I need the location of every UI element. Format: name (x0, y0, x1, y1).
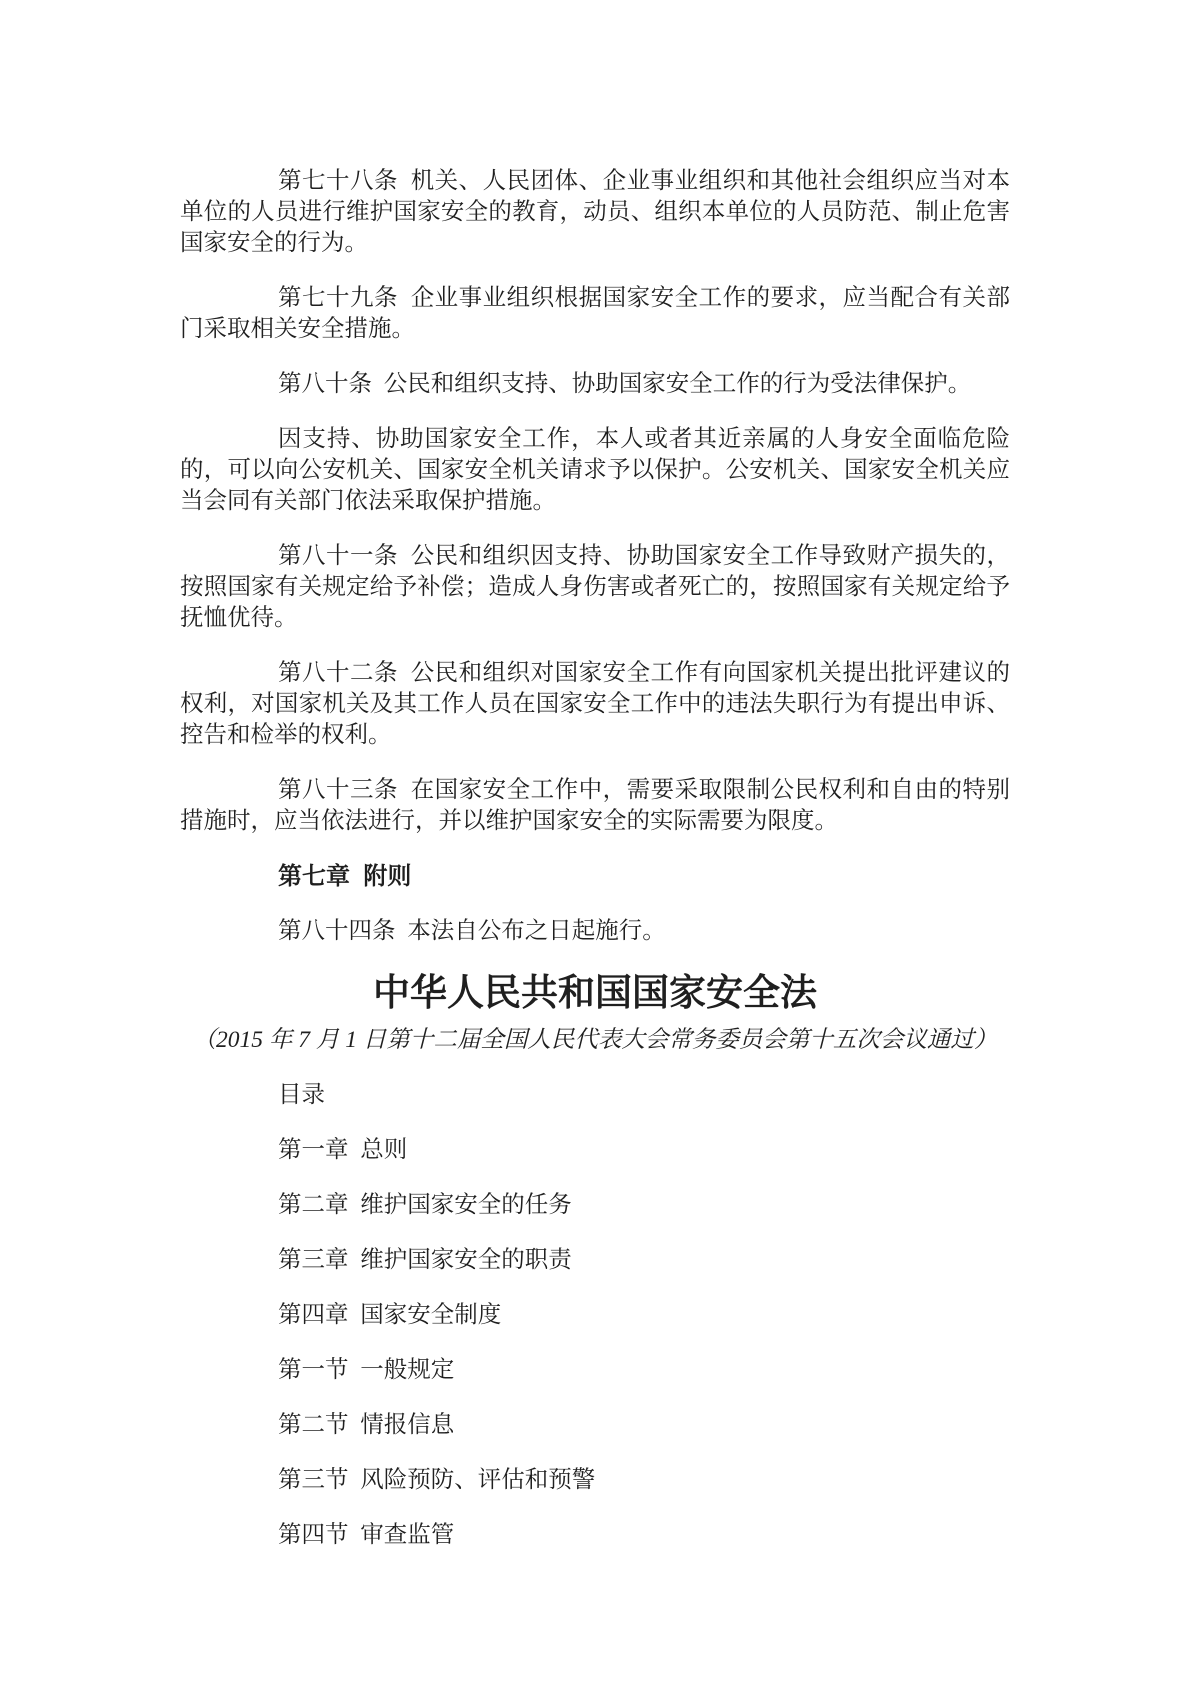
article-78-paragraph: 第七十八条 机关、人民团体、企业事业组织和其他社会组织应当对本单位的人员进行维护国家安全的教育，动员、组织本单位的人员防范、制止危害国家安全的行为。 (180, 168, 1010, 256)
article-79-paragraph: 第七十九条 企业事业组织根据国家安全工作的要求，应当配合有关部门采取相关安全措施。 (180, 285, 1010, 342)
article-80-protection-paragraph: 因支持、协助国家安全工作，本人或者其近亲属的人身安全面临危险的，可以向公安机关、国家安全机关请求予以保护。公安机关、国家安全机关应当会同有关部门依法采取保护措施。 (180, 426, 1010, 514)
chapter-7-heading: 第七章 附则 (278, 863, 412, 890)
toc-item-section-2: 第二节 情报信息 (278, 1412, 455, 1438)
toc-heading: 目录 (278, 1082, 325, 1108)
article-81-paragraph: 第八十一条 公民和组织因支持、协助国家安全工作导致财产损失的，按照国家有关规定给予补偿；造成人身伤害或者死亡的，按照国家有关规定给予抚恤优待。 (180, 543, 1010, 631)
toc-item-section-1: 第一节 一般规定 (278, 1357, 455, 1383)
toc-item-chapter-4: 第四章 国家安全制度 (278, 1302, 502, 1328)
toc-item-section-4: 第四节 审查监管 (278, 1522, 455, 1548)
article-84-paragraph: 第八十四条 本法自公布之日起施行。 (278, 918, 666, 944)
enactment-note: （2015 年 7 月 1 日第十二届全国人民代表大会常务委员会第十五次会议通过） (192, 1027, 998, 1053)
article-83-paragraph: 第八十三条 在国家安全工作中，需要采取限制公民权利和自由的特别措施时，应当依法进行，并以维护国家安全的实际需要为限度。 (180, 777, 1010, 834)
toc-item-section-3: 第三节 风险预防、评估和预警 (278, 1467, 596, 1493)
article-82-paragraph: 第八十二条 公民和组织对国家安全工作有向国家机关提出批评建议的权利，对国家机关及其工作人员在国家安全工作中的违法失职行为有提出申诉、控告和检举的权利。 (180, 660, 1010, 748)
toc-item-chapter-1: 第一章 总则 (278, 1137, 408, 1163)
toc-item-chapter-3: 第三章 维护国家安全的职责 (278, 1247, 572, 1273)
law-title: 中华人民共和国国家安全法 (373, 973, 817, 1014)
article-80-paragraph: 第八十条 公民和组织支持、协助国家安全工作的行为受法律保护。 (278, 371, 972, 397)
toc-item-chapter-2: 第二章 维护国家安全的任务 (278, 1192, 572, 1218)
